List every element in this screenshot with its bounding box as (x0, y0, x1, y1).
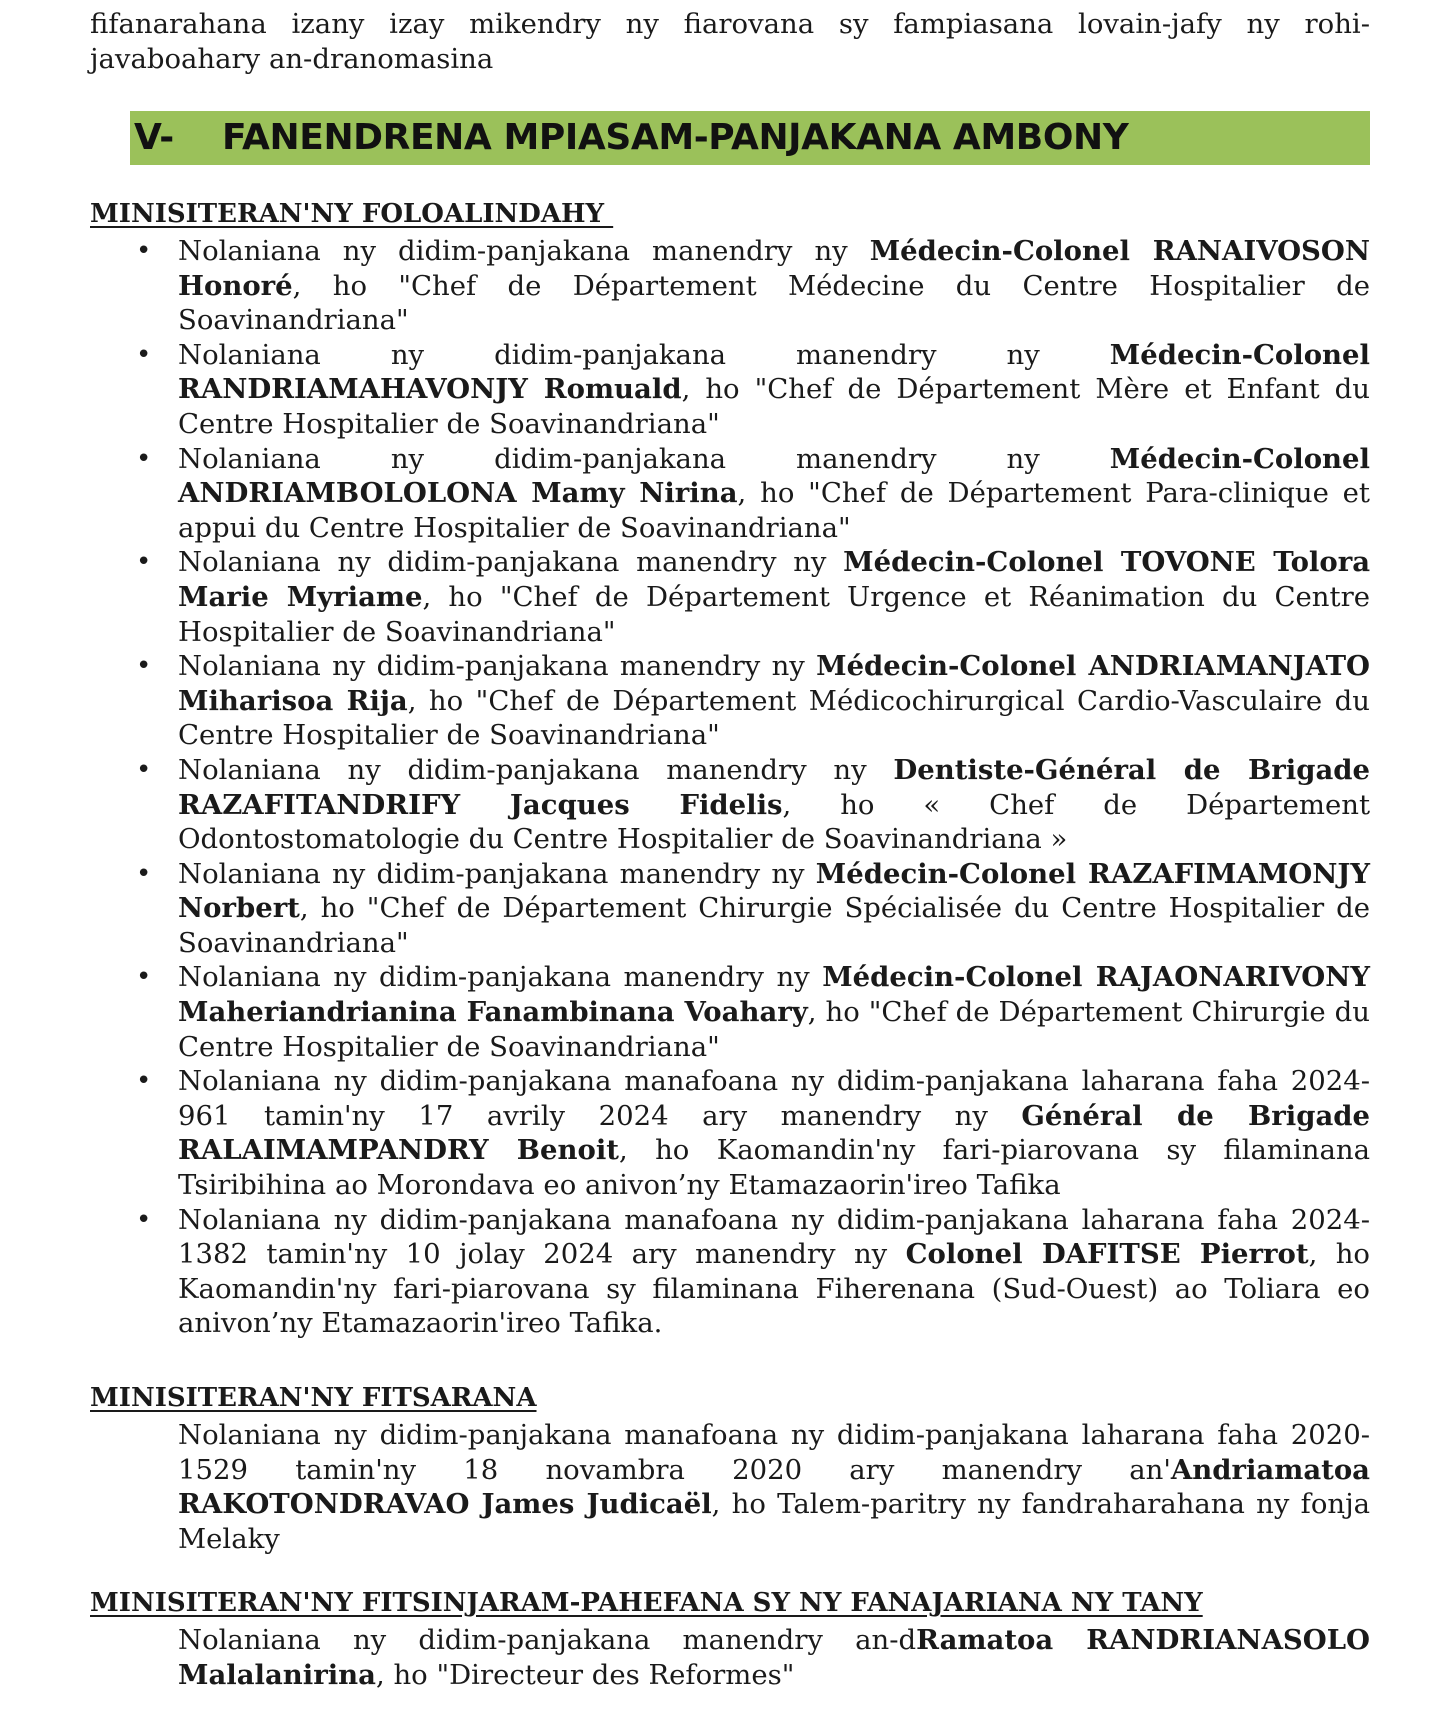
item-text: Nolaniana ny didim-panjakana manendry ny (178, 650, 817, 683)
item-text: , ho "Chef de Département Mère et Enfant du Centre Hospitalier de Soavinandriana" (178, 373, 1370, 440)
item-text: Nolaniana ny didim-panjakana manendry ny (178, 753, 894, 786)
item-text: Nolaniana ny didim-panjakana manendry ny (178, 961, 823, 994)
item-text: , ho "Chef de Département Chirurgie du Centre Hospitalier de Soavinandriana" (178, 996, 1370, 1063)
item-text: Nolaniana ny didim-panjakana manendry ny (178, 338, 1110, 371)
list-item (178, 753, 1370, 857)
item-text: , ho "Directeur des Reformes" (375, 1658, 795, 1691)
appointment-list (178, 234, 1370, 1341)
item-text: Nolaniana ny didim-panjakana manendry ny (178, 235, 870, 267)
appointee-name: Médecin-Colonel RANDRIAMAHAVONJY Romuald (178, 338, 1370, 406)
appointee-name: Ramatoa RANDRIANASOLO Malalanirina (178, 1624, 1371, 1691)
appointee-name: Andriamatoa RAKOTONDRAVAO James Judicaël (178, 1453, 1370, 1521)
item-text: Nolaniana ny didim-panjakana manafoana ny didim-panjakana laharana faha 2020-1529 tamin'ny 18 novambra 2020 ary manendry an' (178, 1419, 1370, 1486)
list-item (178, 234, 1370, 338)
item-text: Nolaniana ny didim-panjakana manafoana ny didim-panjakana laharana faha 2024-1382 tamin'ny 10 jolay 2024 ary manendry ny (178, 1203, 1370, 1271)
item-text: , ho Kaomandin'ny fari-piarovana sy filaminana Fiherenana (Sud-Ouest) ao Toliara eo anivon’ny Etamazaorin'ireo Tafika. (178, 1238, 1370, 1340)
item-text: , ho "Chef de Département Chirurgie Spécialisée du Centre Hospitalier de Soavinandriana" (178, 892, 1370, 959)
item-text: , ho Talem-paritry ny fandraharahana ny fonja Melaky (178, 1488, 1371, 1555)
intro-paragraph: fifanarahana izany izay mikendry ny fiarovana sy fampiasana lovain-jafy ny rohi-javaboahary an-dranomasina (90, 8, 1370, 75)
section-banner (130, 111, 1370, 165)
appointee-name: Médecin-Colonel RAJAONARIVONY Maheriandrianina Fanambinana Voahary (178, 961, 1370, 1029)
appointee-name: Colonel DAFITSE Pierrot (905, 1238, 1309, 1271)
list-item (178, 1064, 1370, 1202)
item-text: , ho « Chef de Département Odontostomatologie du Centre Hospitalier de Soavinandriana » (178, 788, 1371, 856)
ministry-title-decentralization: MINISITERAN'NY FITSINJARAM-PAHEFANA SY NY FANAJARIANA NY TANY (90, 1588, 1203, 1618)
item-text: , ho "Chef de Département Médecine du Centre Hospitalier de Soavinandriana" (178, 269, 1370, 337)
appointee-name: Général de Brigade RALAIMAMPANDRY Benoit (178, 1099, 1370, 1167)
item-text: , ho "Chef de Département Médicochirurgical Cardio-Vasculaire du Centre Hospitalier de Soavinandriana" (178, 684, 1370, 752)
list-item (178, 1203, 1370, 1341)
item-text: Nolaniana ny didim-panjakana manendry ny (178, 442, 1110, 475)
item-text: , ho "Chef de Département Para-clinique et appui du Centre Hospitalier de Soavinandriana" (178, 477, 1370, 544)
list-item (178, 857, 1370, 961)
item-text: Nolaniana ny didim-panjakana manendry ny (178, 857, 816, 890)
item-text: Nolaniana ny didim-panjakana manendry ny (178, 546, 844, 579)
section-number: V- (134, 117, 175, 158)
appointee-name: Médecin-Colonel ANDRIAMANJATO Miharisoa Rija (178, 650, 1371, 717)
list-item (178, 442, 1370, 546)
appointee-name: Médecin-Colonel RANAIVOSON Honoré (178, 235, 1371, 302)
list-item (178, 545, 1370, 649)
item-text: , ho "Chef de Département Urgence et Réanimation du Centre Hospitalier de Soavinandriana" (178, 580, 1370, 648)
ministry-title-defense: MINISITERAN'NY FOLOALINDAHY (90, 199, 614, 229)
item-text: Nolaniana ny didim-panjakana manafoana ny didim-panjakana laharana faha 2024-961 tamin'ny 17 avrily 2024 ary manendry ny (178, 1065, 1370, 1132)
appointee-name: Médecin-Colonel ANDRIAMBOLOLONA Mamy Nirina (178, 442, 1370, 510)
list-item (178, 960, 1370, 1064)
justice-paragraph (178, 1418, 1370, 1556)
section-title: FANENDRENA MPIASAM-PANJAKANA AMBONY (222, 117, 1129, 158)
item-text: , ho Kaomandin'ny fari-piarovana sy filaminana Tsiribihina ao Morondava eo anivon’ny Etamazaorin'ireo Tafika (178, 1134, 1370, 1202)
appointee-name: Médecin-Colonel RAZAFIMAMONJY Norbert (178, 857, 1371, 925)
appointee-name: Médecin-Colonel TOVONE Tolora Marie Myriame (178, 546, 1371, 613)
appointee-name: Dentiste-Général de Brigade RAZAFITANDRIFY Jacques Fidelis (178, 753, 1370, 821)
list-item (178, 338, 1370, 442)
ministry-title-justice: MINISITERAN'NY FITSARANA (90, 1383, 537, 1413)
item-text: Nolaniana ny didim-panjakana manendry an-d (178, 1624, 917, 1656)
decentralization-paragraph (178, 1623, 1370, 1692)
list-item (178, 649, 1370, 753)
